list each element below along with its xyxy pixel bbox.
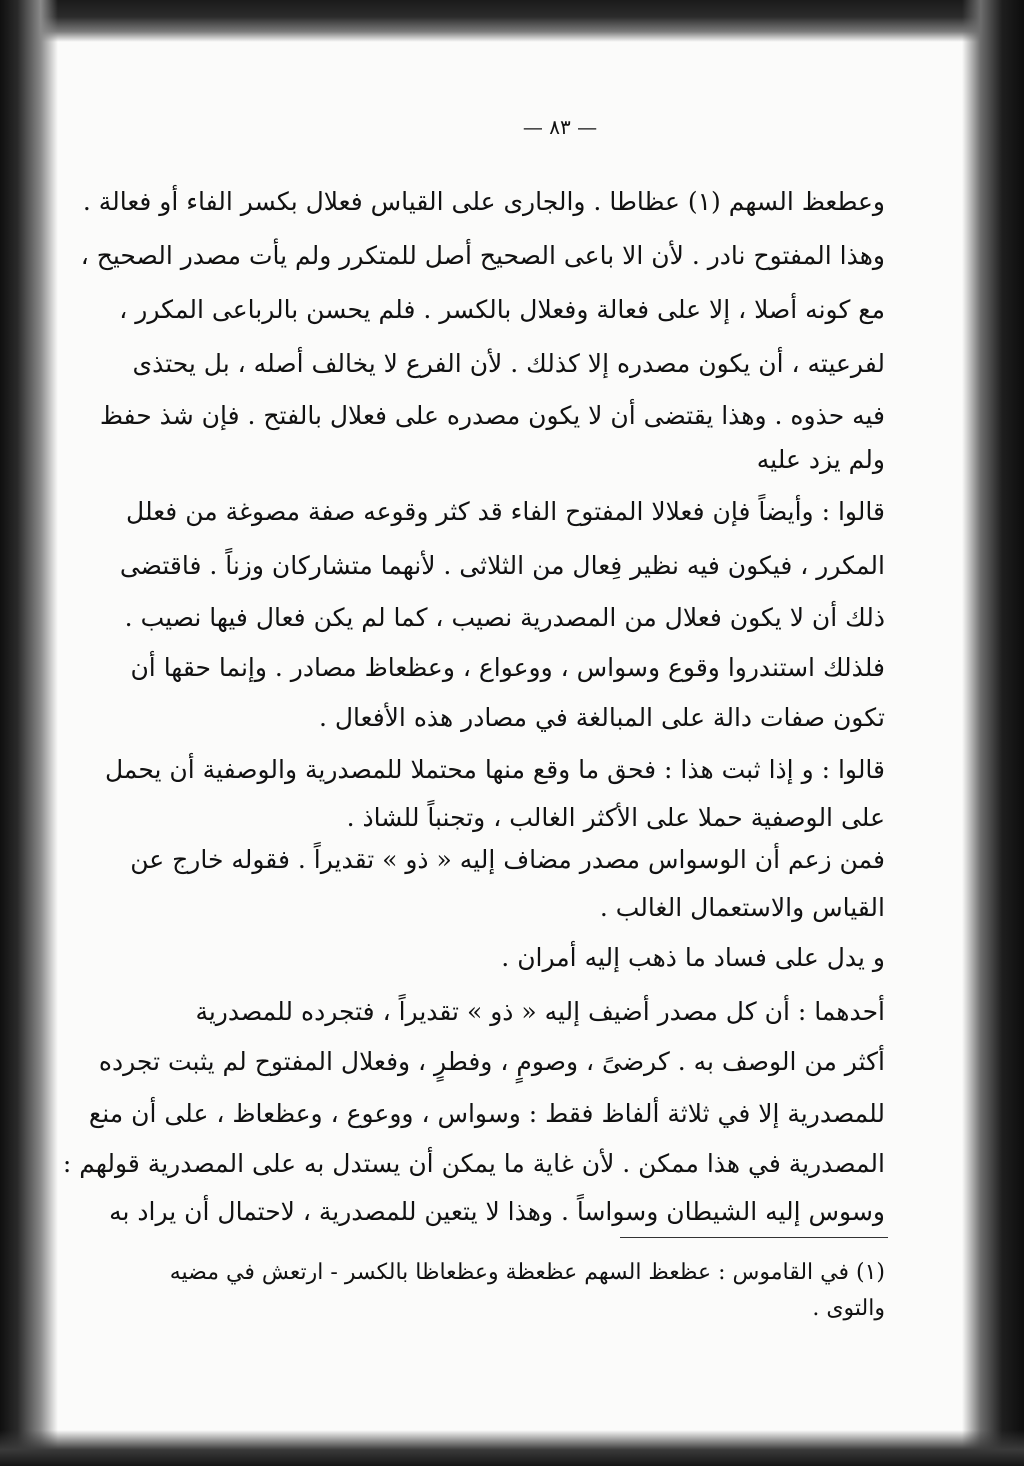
body-line: فلذلك استندروا وقوع وسواس ، ووعواع ، وعظعاظ مصادر . وإنما حقها أن xyxy=(130,653,885,682)
body-line: مع كونه أصلا ، إلا على فعالة وفعلال بالكسر . فلم يحسن بالرباعى المكرر ، xyxy=(119,295,885,324)
body-line: أكثر من الوصف به . كرضىً ، وصومٍ ، وفطرٍ ، وفعلال المفتوح لم يثبت تجرده xyxy=(98,1047,885,1076)
body-line: تكون صفات دالة على المبالغة في مصادر هذه الأفعال . xyxy=(318,703,885,732)
scan-border-left xyxy=(0,0,58,1466)
body-line: قالوا : و إذا ثبت هذا : فحق ما وقع منها محتملا للمصدرية والوصفية أن يحمل xyxy=(104,755,885,784)
body-line: فمن زعم أن الوسواس مصدر مضاف إليه « ذو » تقديراً . فقوله خارج عن xyxy=(130,845,885,874)
body-line: وعطعظ السهم (١) عظاطا . والجارى على القياس فعلال بكسر الفاء أو فعالة . xyxy=(82,187,885,216)
body-line: وسوس إليه الشيطان وسواساً . وهذا لا يتعين للمصدرية ، لاحتمال أن يراد به xyxy=(109,1197,885,1226)
body-line: المصدرية في هذا ممكن . لأن غاية ما يمكن أن يستدل به على المصدرية قولهم : xyxy=(62,1149,885,1178)
footnote-line: والتوى . xyxy=(812,1296,885,1321)
body-line: و يدل على فساد ما ذهب إليه أمران . xyxy=(501,943,885,972)
body-line: المكرر ، فيكون فيه نظير فِعال من الثلاثى . لأنهما متشاركان وزناً . فاقتضى xyxy=(119,551,885,580)
scan-border-right xyxy=(962,0,1024,1466)
body-line: أحدهما : أن كل مصدر أضيف إليه « ذو » تقديراً ، فتجرده للمصدرية xyxy=(195,997,885,1026)
page-number: — ٨٣ — xyxy=(522,115,598,139)
body-line: ولم يزد عليه xyxy=(756,445,885,474)
body-line: وهذا المفتوح نادر . لأن الا باعى الصحيح أصل للمتكرر ولم يأت مصدر الصحيح ، xyxy=(80,241,885,270)
body-line: لفرعيته ، أن يكون مصدره إلا كذلك . لأن الفرع لا يخالف أصله ، بل يحتذى xyxy=(132,349,885,378)
scan-border-bottom xyxy=(0,1430,1024,1466)
body-line: فيه حذوه . وهذا يقتضى أن لا يكون مصدره على فعلال بالفتح . فإن شذ حفظ xyxy=(99,401,885,430)
body-line: للمصدرية إلا في ثلاثة ألفاظ فقط : وسواس ، ووعوع ، وعظعاظ ، على أن منع xyxy=(88,1099,885,1128)
body-line: على الوصفية حملا على الأكثر الغالب ، وتجنباً للشاذ . xyxy=(346,803,885,832)
body-line: ذلك أن لا يكون فعلال من المصدرية نصيب ، كما لم يكن فعال فيها نصيب . xyxy=(124,603,885,632)
body-line: القياس والاستعمال الغالب . xyxy=(599,893,885,922)
footnote-line: (١) في القاموس : عظعظ السهم عظعظة وعظعاظا بالكسر - ارتعش في مضيه xyxy=(169,1260,885,1285)
body-line: قالوا : وأيضاً فإن فعلالا المفتوح الفاء قد كثر وقوعه صفة مصوغة من فعلل xyxy=(126,497,885,526)
footnote-divider xyxy=(620,1237,888,1238)
scan-border-top xyxy=(0,0,1024,42)
